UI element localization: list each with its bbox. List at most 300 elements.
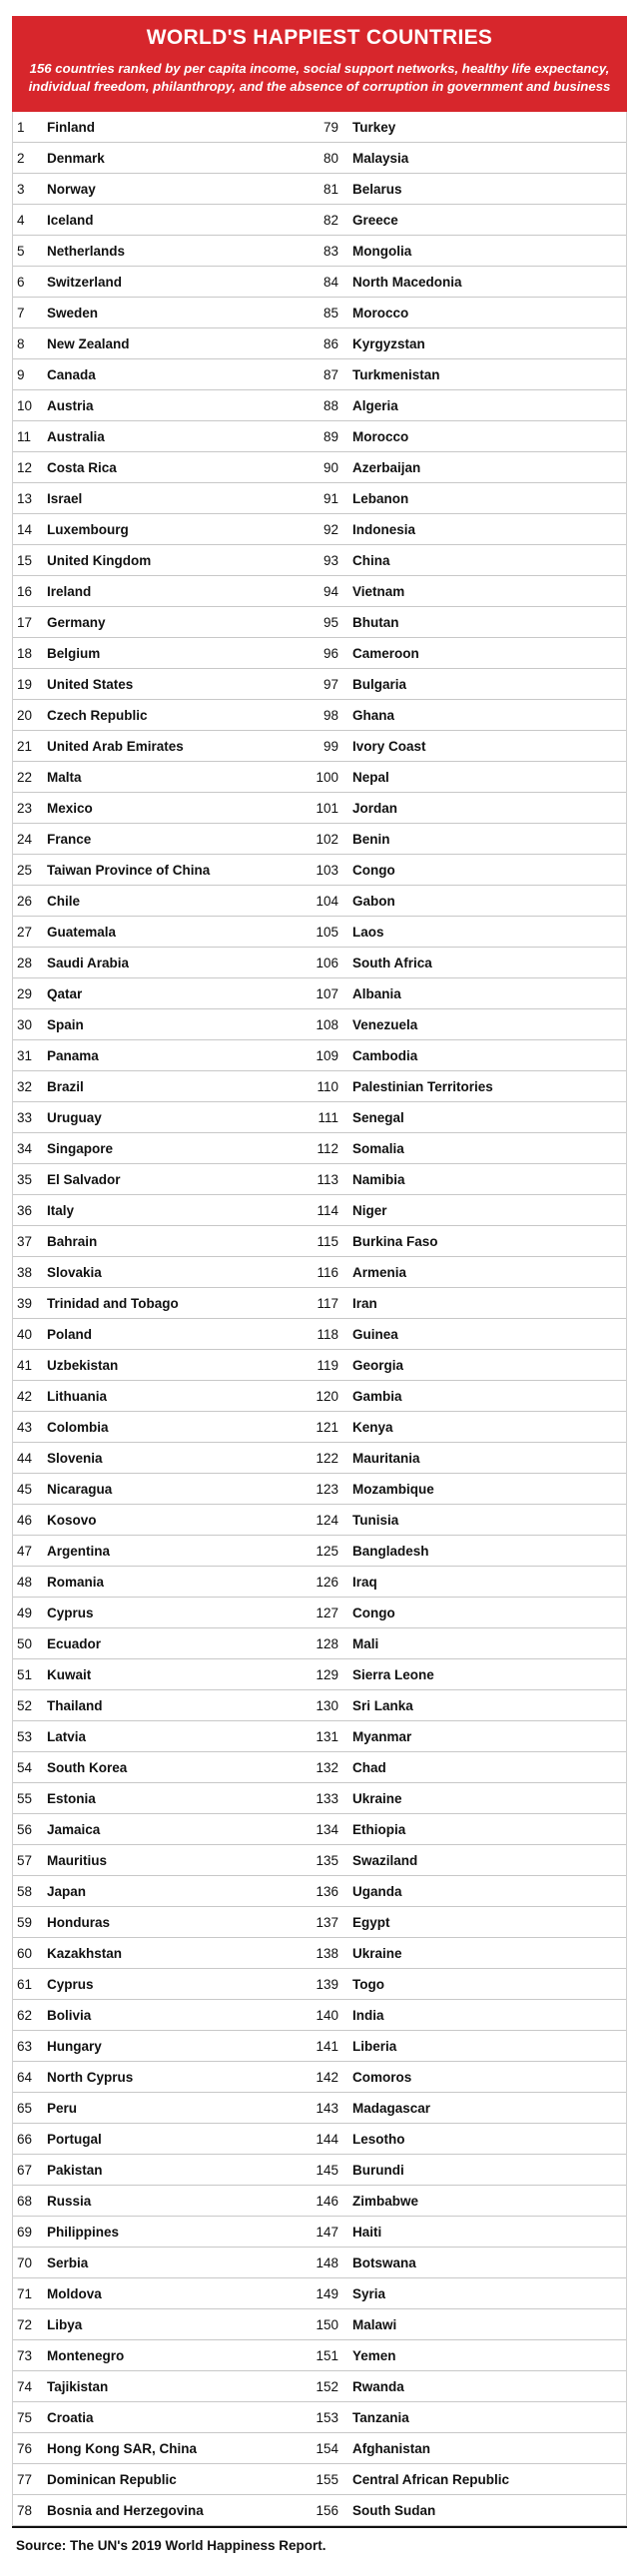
rank-right: 121 <box>316 1419 338 1435</box>
rank-right: 129 <box>316 1666 338 1682</box>
country-left: South Korea <box>47 1759 128 1775</box>
country-left: Netherlands <box>47 243 126 259</box>
country-right: Lebanon <box>352 490 409 506</box>
country-right: Somalia <box>352 1140 404 1156</box>
rank-right: 116 <box>317 1264 338 1280</box>
rank-left: 38 <box>17 1264 33 1280</box>
country-left: Cyprus <box>47 1605 94 1620</box>
table-row <box>13 855 626 886</box>
country-right: Iraq <box>352 1574 377 1590</box>
rank-left: 19 <box>17 676 33 692</box>
rank-left: 40 <box>17 1326 33 1342</box>
table-row <box>13 731 626 762</box>
country-left: Trinidad and Tobago <box>47 1295 179 1311</box>
rank-left: 42 <box>17 1388 33 1404</box>
country-left: Japan <box>47 1883 87 1899</box>
country-left: Slovakia <box>47 1264 102 1280</box>
table-row <box>13 1040 626 1071</box>
table-row <box>13 1690 626 1721</box>
table-row <box>13 1195 626 1226</box>
rank-left: 7 <box>17 305 25 321</box>
rank-right: 151 <box>316 2347 338 2363</box>
table-row <box>13 638 626 669</box>
country-left: Canada <box>47 366 96 382</box>
table-row <box>13 1443 626 1474</box>
rank-right: 98 <box>322 707 338 723</box>
country-right: Niger <box>352 1202 387 1218</box>
rank-left: 60 <box>17 1945 33 1961</box>
rank-left: 15 <box>17 552 33 568</box>
country-left: France <box>47 831 92 847</box>
table-row <box>13 1381 626 1412</box>
country-right: Morocco <box>352 305 409 321</box>
rank-right: 110 <box>317 1078 338 1094</box>
country-right: Myanmar <box>352 1728 412 1744</box>
table-row <box>13 1164 626 1195</box>
table-row <box>13 1288 626 1319</box>
table-row <box>13 1071 626 1102</box>
country-left: Belgium <box>47 645 101 661</box>
rank-right: 85 <box>322 305 338 321</box>
rank-right: 104 <box>316 893 338 909</box>
country-right: Central African Republic <box>352 2471 510 2487</box>
country-right: Bulgaria <box>352 676 407 692</box>
country-left: New Zealand <box>47 335 130 351</box>
country-right: Syria <box>352 2285 386 2301</box>
rank-right: 133 <box>316 1790 338 1806</box>
table-row <box>13 1814 626 1845</box>
rank-right: 124 <box>316 1512 338 1528</box>
country-left: Guatemala <box>47 924 117 940</box>
country-left: Tajikistan <box>47 2378 109 2394</box>
country-left: Qatar <box>47 985 83 1001</box>
country-right: Mozambique <box>352 1481 434 1497</box>
table-row <box>13 174 626 205</box>
rank-right: 105 <box>316 924 338 940</box>
rank-left: 41 <box>17 1357 33 1373</box>
rank-left: 30 <box>17 1016 33 1032</box>
rank-left: 8 <box>17 335 25 351</box>
rank-left: 75 <box>17 2409 33 2425</box>
table-row <box>13 2093 626 2124</box>
table-row <box>13 545 626 576</box>
country-left: Romania <box>47 1574 105 1590</box>
rank-left: 76 <box>17 2440 33 2456</box>
rank-left: 71 <box>17 2285 33 2301</box>
rank-left: 72 <box>17 2316 33 2332</box>
rank-right: 119 <box>317 1357 338 1373</box>
country-left: Finland <box>47 119 95 135</box>
country-left: Peru <box>47 2100 78 2116</box>
table-row <box>13 1102 626 1133</box>
table-row <box>13 1319 626 1350</box>
table-row <box>13 2155 626 2186</box>
country-right: Venezuela <box>352 1016 418 1032</box>
rank-left: 14 <box>17 521 33 537</box>
rank-left: 51 <box>17 1666 33 1682</box>
rank-left: 43 <box>17 1419 33 1435</box>
country-left: El Salvador <box>47 1171 121 1187</box>
country-right: Togo <box>352 1976 384 1992</box>
country-left: Luxembourg <box>47 521 129 537</box>
country-left: Colombia <box>47 1419 109 1435</box>
rank-right: 90 <box>322 459 338 475</box>
table-row <box>13 1226 626 1257</box>
table-row <box>13 483 626 514</box>
rank-left: 32 <box>17 1078 33 1094</box>
country-right: Tunisia <box>352 1512 399 1528</box>
country-right: Mongolia <box>352 243 412 259</box>
table-row <box>13 1350 626 1381</box>
rank-right: 120 <box>316 1388 338 1404</box>
page-subtitle: 156 countries ranked by per capita income, social support networks, healthy life expectancy, individual freedom, philanthropy, and the absence of corruption in government and business <box>28 61 611 94</box>
rank-left: 50 <box>17 1635 33 1651</box>
rank-right: 97 <box>322 676 338 692</box>
table-row <box>13 1133 626 1164</box>
table-row <box>13 1474 626 1505</box>
rank-left: 73 <box>17 2347 33 2363</box>
table-row <box>13 2278 626 2309</box>
rank-right: 87 <box>322 366 338 382</box>
country-right: India <box>352 2007 384 2023</box>
rank-right: 150 <box>316 2316 338 2332</box>
rank-left: 20 <box>17 707 33 723</box>
rank-left: 57 <box>17 1852 33 1868</box>
rank-left: 18 <box>17 645 33 661</box>
country-right: Iran <box>352 1295 377 1311</box>
rank-right: 132 <box>316 1759 338 1775</box>
rank-right: 134 <box>316 1821 338 1837</box>
country-left: Nicaragua <box>47 1481 113 1497</box>
country-right: Rwanda <box>352 2378 404 2394</box>
country-left: Germany <box>47 614 106 630</box>
rank-left: 26 <box>17 893 33 909</box>
rank-right: 125 <box>316 1543 338 1559</box>
table-row <box>13 1938 626 1969</box>
country-left: Ecuador <box>47 1635 102 1651</box>
rank-right: 113 <box>317 1171 338 1187</box>
rank-right: 136 <box>316 1883 338 1899</box>
table-row <box>13 143 626 174</box>
country-left: Czech Republic <box>47 707 148 723</box>
country-right: Uganda <box>352 1883 402 1899</box>
country-right: Ivory Coast <box>352 738 426 754</box>
country-right: Georgia <box>352 1357 404 1373</box>
table-row <box>13 2217 626 2248</box>
country-right: Congo <box>352 862 395 878</box>
country-left: Mauritius <box>47 1852 108 1868</box>
table-row <box>13 700 626 731</box>
rank-left: 64 <box>17 2069 33 2085</box>
country-right: Albania <box>352 985 401 1001</box>
table-row <box>13 1876 626 1907</box>
country-right: Chad <box>352 1759 386 1775</box>
rank-left: 23 <box>17 800 33 816</box>
rank-right: 127 <box>316 1605 338 1620</box>
table-row <box>13 1536 626 1567</box>
country-right: Jordan <box>352 800 398 816</box>
rank-left: 63 <box>17 2038 33 2054</box>
rank-right: 143 <box>316 2100 338 2116</box>
country-right: North Macedonia <box>352 274 462 290</box>
infographic <box>0 16 639 2576</box>
rank-left: 5 <box>17 243 25 259</box>
rank-left: 33 <box>17 1109 33 1125</box>
rank-right: 84 <box>322 274 338 290</box>
table-row <box>13 1257 626 1288</box>
rank-left: 12 <box>17 459 33 475</box>
table-row <box>13 298 626 328</box>
header-banner <box>12 16 627 112</box>
country-left: Malta <box>47 769 82 785</box>
page-title: WORLD'S HAPPIEST COUNTRIES <box>146 26 493 49</box>
country-right: Nepal <box>352 769 389 785</box>
country-left: Uzbekistan <box>47 1357 119 1373</box>
country-left: Cyprus <box>47 1976 94 1992</box>
rank-right: 140 <box>316 2007 338 2023</box>
country-right: Egypt <box>352 1914 390 1930</box>
country-right: Comoros <box>352 2069 412 2085</box>
table-row <box>13 2031 626 2062</box>
rank-right: 112 <box>317 1140 338 1156</box>
country-right: Ghana <box>352 707 395 723</box>
rank-left: 39 <box>17 1295 33 1311</box>
country-left: Kuwait <box>47 1666 92 1682</box>
rank-right: 79 <box>322 119 338 135</box>
table-row <box>13 452 626 483</box>
country-left: Pakistan <box>47 2162 103 2178</box>
country-left: North Cyprus <box>47 2069 134 2085</box>
rank-right: 115 <box>317 1233 338 1249</box>
rank-left: 4 <box>17 212 25 228</box>
country-left: Hungary <box>47 2038 102 2054</box>
table-row <box>13 669 626 700</box>
country-left: Spain <box>47 1016 84 1032</box>
country-left: Estonia <box>47 1790 96 1806</box>
table-row <box>13 2124 626 2155</box>
rank-left: 74 <box>17 2378 33 2394</box>
rank-left: 69 <box>17 2224 33 2240</box>
country-right: Morocco <box>352 428 409 444</box>
country-left: Bahrain <box>47 1233 98 1249</box>
rank-right: 144 <box>316 2131 338 2147</box>
table-row <box>13 2371 626 2402</box>
country-left: Israel <box>47 490 83 506</box>
table-row <box>13 793 626 824</box>
country-left: Russia <box>47 2193 92 2209</box>
country-left: United States <box>47 676 134 692</box>
table-row <box>13 978 626 1009</box>
rank-right: 123 <box>316 1481 338 1497</box>
table-row <box>13 2000 626 2031</box>
country-right: Sri Lanka <box>352 1697 413 1713</box>
country-right: Turkmenistan <box>352 366 440 382</box>
country-right: Botswana <box>352 2254 416 2270</box>
country-left: Slovenia <box>47 1450 103 1466</box>
country-right: Greece <box>352 212 398 228</box>
country-right: Senegal <box>352 1109 404 1125</box>
rank-right: 95 <box>322 614 338 630</box>
rank-right: 135 <box>316 1852 338 1868</box>
country-left: Montenegro <box>47 2347 125 2363</box>
table-row <box>13 1598 626 1628</box>
rank-right: 101 <box>316 800 338 816</box>
country-left: United Kingdom <box>47 552 152 568</box>
country-left: Panama <box>47 1047 99 1063</box>
table-row <box>13 1721 626 1752</box>
country-right: Zimbabwe <box>352 2193 419 2209</box>
table-row <box>13 2464 626 2495</box>
country-right: Kyrgyzstan <box>352 335 425 351</box>
table-row <box>13 2495 626 2526</box>
country-right: Armenia <box>352 1264 407 1280</box>
rank-right: 106 <box>316 955 338 970</box>
rank-right: 91 <box>322 490 338 506</box>
rank-left: 77 <box>17 2471 33 2487</box>
country-right: Yemen <box>352 2347 396 2363</box>
table-row <box>13 1009 626 1040</box>
rank-right: 131 <box>316 1728 338 1744</box>
rank-left: 46 <box>17 1512 33 1528</box>
rank-right: 147 <box>316 2224 338 2240</box>
rank-left: 66 <box>17 2131 33 2147</box>
rank-right: 139 <box>316 1976 338 1992</box>
rank-right: 146 <box>316 2193 338 2209</box>
table-row <box>13 1505 626 1536</box>
country-left: Hong Kong SAR, China <box>47 2440 197 2456</box>
rank-left: 53 <box>17 1728 33 1744</box>
country-left: Libya <box>47 2316 83 2332</box>
rank-right: 99 <box>322 738 338 754</box>
rank-right: 122 <box>316 1450 338 1466</box>
table-row <box>13 607 626 638</box>
rank-right: 114 <box>317 1202 338 1218</box>
rank-left: 35 <box>17 1171 33 1187</box>
rank-right: 89 <box>322 428 338 444</box>
country-right: Haiti <box>352 2224 382 2240</box>
country-left: United Arab Emirates <box>47 738 184 754</box>
rank-left: 52 <box>17 1697 33 1713</box>
country-right: Indonesia <box>352 521 416 537</box>
rank-left: 61 <box>17 1976 33 1992</box>
table-row <box>13 917 626 948</box>
country-right: Palestinian Territories <box>352 1078 493 1094</box>
rank-right: 102 <box>316 831 338 847</box>
rank-right: 137 <box>316 1914 338 1930</box>
table-row <box>13 390 626 421</box>
country-left: Iceland <box>47 212 94 228</box>
rank-right: 80 <box>322 150 338 166</box>
country-right: Swaziland <box>352 1852 418 1868</box>
table-row <box>13 1845 626 1876</box>
table-row <box>13 236 626 267</box>
country-right: Bhutan <box>352 614 399 630</box>
table-row <box>13 1752 626 1783</box>
country-left: Sweden <box>47 305 99 321</box>
country-right: South Africa <box>352 955 432 970</box>
country-right: Turkey <box>352 119 396 135</box>
table-row <box>13 359 626 390</box>
country-left: Ireland <box>47 583 92 599</box>
table-row <box>13 824 626 855</box>
rank-left: 28 <box>17 955 33 970</box>
country-left: Costa Rica <box>47 459 117 475</box>
rank-right: 94 <box>322 583 338 599</box>
table-row <box>13 1969 626 2000</box>
rank-left: 55 <box>17 1790 33 1806</box>
rank-left: 29 <box>17 985 33 1001</box>
rank-left: 17 <box>17 614 33 630</box>
country-right: Madagascar <box>352 2100 431 2116</box>
rank-left: 27 <box>17 924 33 940</box>
country-right: Gambia <box>352 1388 402 1404</box>
country-right: Ethiopia <box>352 1821 406 1837</box>
country-right: Kenya <box>352 1419 393 1435</box>
rank-right: 154 <box>316 2440 338 2456</box>
rank-left: 21 <box>17 738 33 754</box>
country-left: Honduras <box>47 1914 111 1930</box>
rank-right: 130 <box>316 1697 338 1713</box>
table-row <box>13 2433 626 2464</box>
country-right: Vietnam <box>352 583 405 599</box>
table-row <box>13 1659 626 1690</box>
rank-left: 56 <box>17 1821 33 1837</box>
rank-left: 13 <box>17 490 33 506</box>
country-left: Lithuania <box>47 1388 107 1404</box>
country-left: Poland <box>47 1326 93 1342</box>
country-right: Afghanistan <box>352 2440 431 2456</box>
country-left: Croatia <box>47 2409 94 2425</box>
country-right: Ukraine <box>352 1790 402 1806</box>
rank-left: 45 <box>17 1481 33 1497</box>
country-right: Namibia <box>352 1171 405 1187</box>
rank-right: 82 <box>322 212 338 228</box>
rank-left: 44 <box>17 1450 33 1466</box>
table-row <box>13 205 626 236</box>
rank-right: 93 <box>322 552 338 568</box>
table-row <box>13 328 626 359</box>
table-row <box>13 762 626 793</box>
rank-left: 16 <box>17 583 33 599</box>
country-right: Benin <box>352 831 390 847</box>
rank-left: 37 <box>17 1233 33 1249</box>
table-row <box>13 2309 626 2340</box>
country-right: Belarus <box>352 181 402 197</box>
rank-left: 3 <box>17 181 25 197</box>
table-row <box>13 576 626 607</box>
rank-right: 152 <box>316 2378 338 2394</box>
table-row <box>13 2340 626 2371</box>
country-right: China <box>352 552 390 568</box>
rank-left: 70 <box>17 2254 33 2270</box>
country-left: Singapore <box>47 1140 114 1156</box>
country-left: Switzerland <box>47 274 123 290</box>
rank-right: 88 <box>322 397 338 413</box>
rank-right: 108 <box>316 1016 338 1032</box>
rank-left: 10 <box>17 397 33 413</box>
rank-left: 11 <box>17 428 32 444</box>
rank-right: 155 <box>316 2471 338 2487</box>
country-right: Congo <box>352 1605 395 1620</box>
country-left: Philippines <box>47 2224 120 2240</box>
country-left: Jamaica <box>47 1821 101 1837</box>
country-left: Kazakhstan <box>47 1945 123 1961</box>
country-left: Serbia <box>47 2254 89 2270</box>
rank-left: 6 <box>17 274 25 290</box>
rank-right: 118 <box>317 1326 338 1342</box>
rank-right: 128 <box>316 1635 338 1651</box>
rank-right: 100 <box>316 769 338 785</box>
